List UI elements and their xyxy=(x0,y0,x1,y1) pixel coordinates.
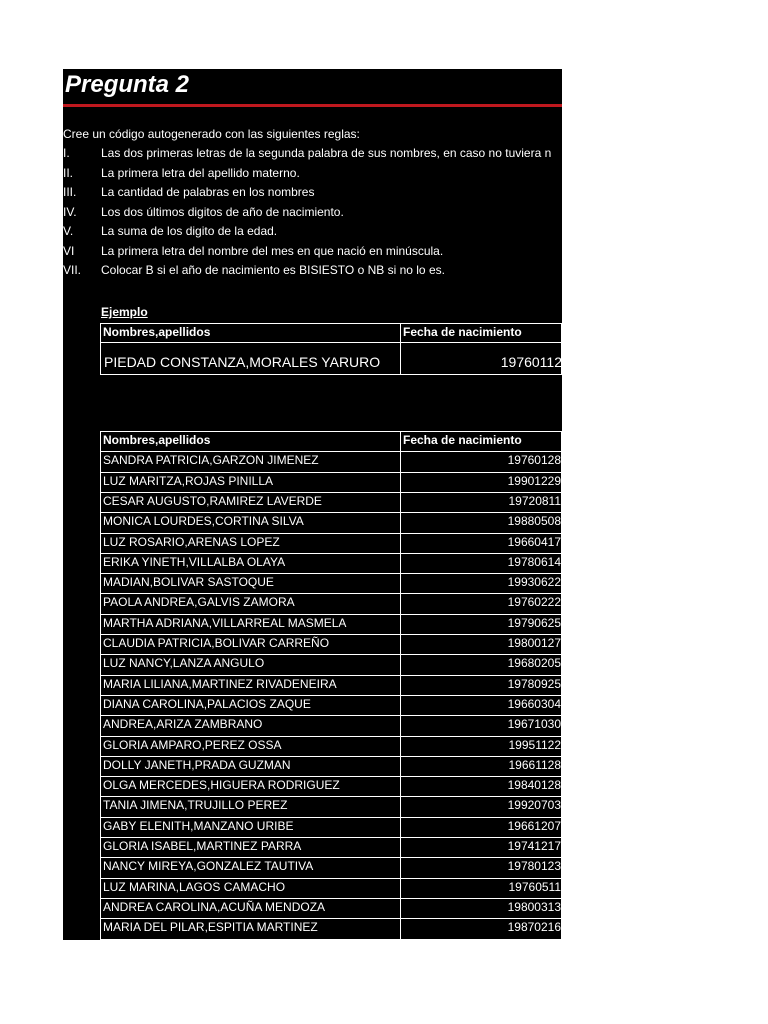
table-cell-name[interactable]: TANIA JIMENA,TRUJILLO PEREZ xyxy=(103,798,288,813)
rule-item xyxy=(63,166,562,184)
table-cell-date[interactable]: 19760511 xyxy=(508,879,561,894)
rule-text: La cantidad de palabras en los nombres xyxy=(101,185,315,199)
table-cell-name[interactable]: OLGA MERCEDES,HIGUERA RODRIGUEZ xyxy=(103,778,340,793)
table-cell-date[interactable]: 19870216 xyxy=(507,920,561,935)
table-cell-name[interactable]: MARTHA ADRIANA,VILLARREAL MASMELA xyxy=(103,615,347,630)
rule-text: La primera letra del apellido materno. xyxy=(101,165,300,180)
title-underline xyxy=(63,104,562,107)
table-cell-name[interactable]: PAOLA ANDREA,GALVIS ZAMORA xyxy=(103,595,295,610)
table-cell-date[interactable]: 19800127 xyxy=(507,636,561,650)
rule-text: La primera letra del nombre del mes en que nació en minúscula. xyxy=(101,243,444,258)
table-cell-name[interactable]: GABY ELENITH,MANZANO URIBE xyxy=(103,818,294,833)
table-cell-name[interactable]: LUZ MARINA,LAGOS CAMACHO xyxy=(103,879,286,894)
table-cell-date[interactable]: 19671030 xyxy=(507,717,561,732)
table-cell-name[interactable]: MADIAN,BOLIVAR SASTOQUE xyxy=(103,575,274,590)
table-cell-date[interactable]: 19780925 xyxy=(507,676,561,691)
table-cell-date[interactable]: 19920703 xyxy=(507,798,561,813)
rule-text: Los dos últimos digitos de año de nacimiento. xyxy=(101,204,344,219)
rule-number: II. xyxy=(63,165,74,180)
table-cell-date[interactable]: 19930622 xyxy=(507,575,561,590)
table-cell-name[interactable]: DOLLY JANETH,PRADA GUZMAN xyxy=(103,757,291,772)
table-cell-name[interactable]: SANDRA PATRICIA,GARZON JIMENEZ xyxy=(103,453,319,468)
rule-number: VII. xyxy=(63,263,82,277)
table-cell-date[interactable]: 19680205 xyxy=(507,656,561,671)
table-cell-date[interactable]: 19901229 xyxy=(507,473,561,488)
table-cell-name[interactable]: GLORIA ISABEL,MARTINEZ PARRA xyxy=(103,839,302,853)
table-cell-name[interactable]: GLORIA AMPARO,PEREZ OSSA xyxy=(103,737,282,752)
table-cell-date[interactable]: 19880508 xyxy=(507,514,561,529)
instructions-intro: Cree un código autogenerado con las siguientes reglas: xyxy=(63,127,360,141)
table-cell-name[interactable]: MARIA DEL PILAR,ESPITIA MARTINEZ xyxy=(103,920,318,935)
table-cell-name[interactable]: ANDREA CAROLINA,ACUÑA MENDOZA xyxy=(103,899,326,914)
example-name-cell[interactable]: PIEDAD CONSTANZA,MORALES YARURO xyxy=(104,354,381,370)
table-cell-date[interactable]: 19661128 xyxy=(508,757,561,772)
table-cell-name[interactable]: CLAUDIA PATRICIA,BOLIVAR CARREÑO xyxy=(103,636,330,650)
table-cell-name[interactable]: ERIKA YINETH,VILLALBA OLAYA xyxy=(103,554,286,569)
table-cell-date[interactable]: 19780614 xyxy=(507,554,561,569)
rule-item xyxy=(63,263,562,281)
table-cell-name[interactable]: LUZ NANCY,LANZA ANGULO xyxy=(103,656,265,671)
rule-number: I. xyxy=(63,146,70,160)
table-cell-date[interactable]: 19790625 xyxy=(507,615,561,630)
example-date-cell[interactable]: 19760112 xyxy=(500,354,562,370)
example-header-name: Nombres,apellidos xyxy=(103,325,211,339)
rule-item xyxy=(63,205,562,223)
table-cell-name[interactable]: DIANA CAROLINA,PALACIOS ZAQUE xyxy=(103,696,311,711)
table-cell-name[interactable]: LUZ MARITZA,ROJAS PINILLA xyxy=(103,473,274,488)
rule-number: VI xyxy=(63,243,75,258)
table-header-name: Nombres,apellidos xyxy=(103,433,211,447)
table-header-date: Fecha de nacimiento xyxy=(403,433,522,447)
table-cell-date[interactable]: 19720811 xyxy=(508,493,561,508)
table-cell-name[interactable]: MONICA LOURDES,CORTINA SILVA xyxy=(103,514,304,529)
rule-item xyxy=(63,224,562,242)
table-cell-name[interactable]: MARIA LILIANA,MARTINEZ RIVADENEIRA xyxy=(103,676,337,691)
rule-item xyxy=(63,244,562,262)
rule-number: III. xyxy=(63,185,77,199)
table-cell-name[interactable]: ANDREA,ARIZA ZAMBRANO xyxy=(103,717,263,732)
page-title: Pregunta 2 xyxy=(65,71,190,98)
spreadsheet-sheet xyxy=(63,69,562,940)
rule-item xyxy=(63,185,562,203)
table-cell-date[interactable]: 19760222 xyxy=(507,595,561,610)
table-cell-date[interactable]: 19840128 xyxy=(507,778,561,793)
table-cell-date[interactable]: 19760128 xyxy=(507,453,561,468)
rule-text: Colocar B si el año de nacimiento es BISIESTO o NB si no lo es. xyxy=(101,263,445,277)
table-cell-date[interactable]: 19660417 xyxy=(507,534,561,549)
rule-text: La suma de los digito de la edad. xyxy=(101,224,278,238)
example-label: Ejemplo xyxy=(101,305,148,319)
table-cell-date[interactable]: 19800313 xyxy=(507,899,561,914)
table-cell-date[interactable]: 19951122 xyxy=(508,737,561,752)
example-header-date: Fecha de nacimiento xyxy=(403,325,522,339)
table-cell-date[interactable]: 19741217 xyxy=(507,839,561,853)
table-cell-date[interactable]: 19780123 xyxy=(507,859,561,874)
table-cell-date[interactable]: 19660304 xyxy=(507,696,561,711)
rule-text: Las dos primeras letras de la segunda palabra de sus nombres, en caso no tuviera n xyxy=(101,146,552,160)
rule-number: IV. xyxy=(63,204,77,219)
rule-number: V. xyxy=(63,224,74,238)
rule-item xyxy=(63,146,562,164)
table-cell-name[interactable]: LUZ ROSARIO,ARENAS LOPEZ xyxy=(103,534,280,549)
table-cell-name[interactable]: CESAR AUGUSTO,RAMIREZ LAVERDE xyxy=(103,493,322,508)
table-cell-date[interactable]: 19661207 xyxy=(507,818,561,833)
table-cell-name[interactable]: NANCY MIREYA,GONZALEZ TAUTIVA xyxy=(103,859,314,874)
